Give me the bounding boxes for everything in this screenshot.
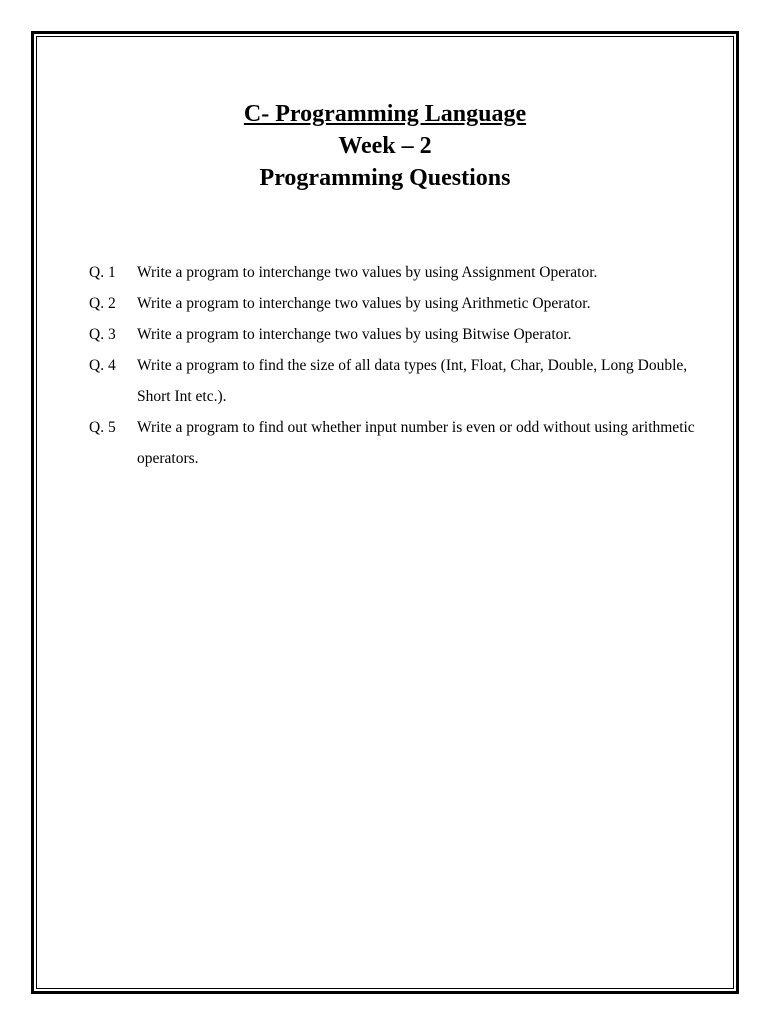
week-label: Week – 2 (338, 133, 432, 159)
question-item (89, 350, 709, 412)
document-page (31, 31, 739, 994)
question-item (89, 257, 709, 288)
question-text: Write a program to find out whether input number is even or odd without using arithmetic operators. (137, 419, 695, 467)
question-text: Write a program to interchange two values by using Arithmetic Operator. (137, 295, 591, 312)
question-text: Write a program to interchange two values by using Assignment Operator. (137, 264, 598, 281)
question-list (89, 257, 709, 474)
question-text: Write a program to find the size of all data types (Int, Float, Char, Double, Long Double, Short Int etc.). (137, 357, 688, 405)
page-border (36, 36, 734, 989)
document-heading (37, 98, 733, 194)
question-item (89, 319, 709, 350)
document-subtitle: Programming Questions (259, 165, 511, 191)
question-item (89, 288, 709, 319)
question-number: Q. 1 (89, 264, 116, 281)
question-number: Q. 3 (89, 326, 116, 343)
document-title: C- Programming Language (243, 101, 527, 127)
question-item (89, 412, 709, 474)
question-number: Q. 4 (89, 357, 116, 374)
question-number: Q. 5 (89, 419, 116, 436)
question-number: Q. 2 (89, 295, 116, 312)
question-text: Write a program to interchange two values by using Bitwise Operator. (137, 326, 572, 343)
